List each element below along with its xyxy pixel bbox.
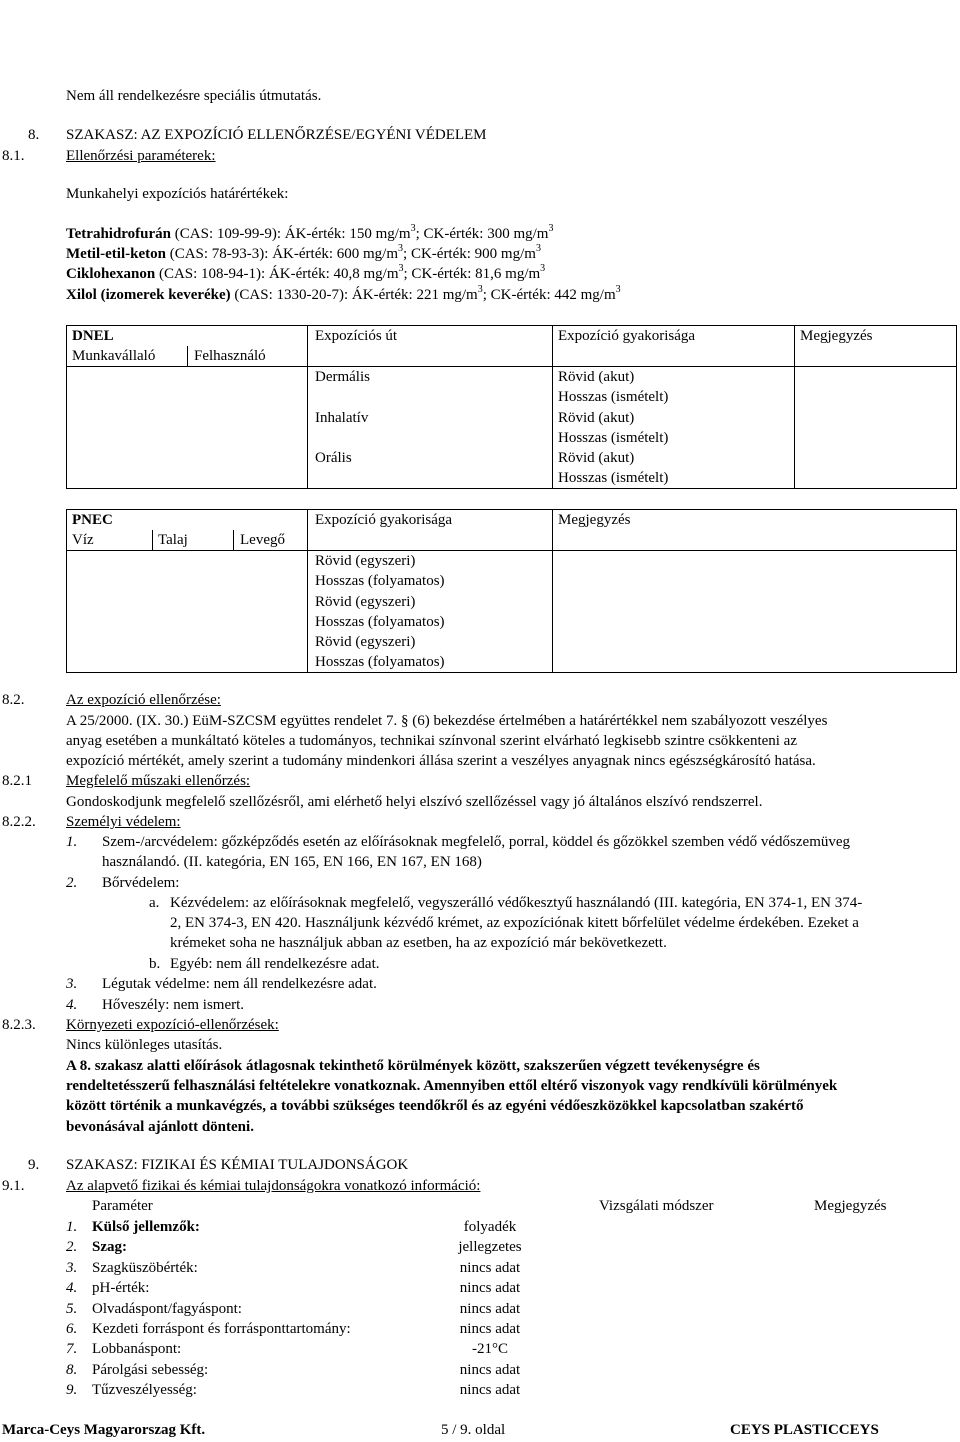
dnel-user-header: Felhasználó	[194, 348, 266, 364]
dnel-note-header: Megjegyzés	[800, 328, 873, 344]
header-url[interactable]: http://www.biztonsagiadatlap.hu	[755, 19, 950, 35]
section91-number: 9.1.	[2, 1178, 25, 1194]
property-value: jellegzetes	[458, 1239, 522, 1256]
section8-note: bevonásával ajánlott dönteni.	[66, 1119, 254, 1135]
footer-page: 5 / 9. oldal	[441, 1422, 506, 1438]
section821-number: 8.2.1	[2, 773, 32, 789]
pnec-freq: Hosszas (folyamatos)	[315, 614, 445, 630]
property-value: nincs adat	[459, 1382, 521, 1399]
pnec-freq: Hosszas (folyamatos)	[315, 573, 445, 589]
dnel-freq: Rövid (akut)	[558, 369, 635, 385]
eye-protection-text: Szem-/arcvédelem: gőzképződés esetén az előírásoknak megfelelő, porral, köddel és gőzökkel szemben védő védőszemüveg	[102, 834, 851, 850]
footer-company: Marca-Ceys Magyarorszag Kft.	[2, 1422, 206, 1438]
section823-title: Környezeti expozíció-ellenőrzések:	[66, 1017, 279, 1033]
section81-title: Ellenőrzési paraméterek:	[66, 148, 216, 164]
pnec-header-line	[66, 550, 956, 551]
property-number: 2.	[66, 1239, 78, 1256]
section82-text: anyag esetében a munkáltató köteles a tudományos, technikai színvonal szerint elvárható legkisebb szintre csökkenteni az	[66, 733, 798, 749]
dnel-route: Orális	[315, 450, 352, 466]
thermal-hazard-text: Hőveszély: nem ismert.	[102, 997, 245, 1013]
section81-number: 8.1.	[2, 148, 25, 164]
property-number: 4.	[66, 1280, 78, 1297]
hand-protection-text: 2, EN 374-3, EN 420. Használjunk kézvédő krémet, az expozíciónak kitett bőrfelület védelme érdekében. Ezeket a	[170, 915, 859, 931]
dnel-freq: Rövid (akut)	[558, 410, 635, 426]
dnel-col-line	[552, 325, 553, 488]
section823-text: Nincs különleges utasítás.	[66, 1037, 223, 1053]
property-value: nincs adat	[459, 1259, 521, 1276]
property-value: nincs adat	[459, 1300, 521, 1317]
property-label: Lobbanáspont:	[92, 1341, 182, 1358]
limit-row: Ciklohexanon (CAS: 108-94-1): ÁK-érték: 40,8 $mg/m^3$; CK-érték: 81,6 $mg/m^3$	[66, 263, 546, 282]
pnec-col-line	[233, 530, 234, 550]
property-label: Olvadáspont/fagyáspont:	[92, 1300, 242, 1317]
property-number: 8.	[66, 1361, 78, 1378]
section822-title: Személyi védelem:	[66, 814, 181, 830]
section91-title: Az alapvető fizikai és kémiai tulajdonságokra vonatkozó információ:	[66, 1178, 481, 1194]
dnel-route: Dermális	[315, 369, 370, 385]
dnel-freq: Rövid (akut)	[558, 450, 635, 466]
property-number: 6.	[66, 1321, 78, 1337]
section821-title: Megfelelő műszaki ellenőrzés:	[66, 773, 251, 789]
dnel-col-line	[187, 346, 188, 366]
dnel-worker-header: Munkavállaló	[72, 348, 156, 364]
header-version: Verziószám: 2	[8, 39, 97, 56]
pnec-header: PNEC	[72, 512, 113, 528]
dnel-col-line	[307, 325, 308, 488]
pnec-freq: Rövid (egyszeri)	[315, 594, 416, 610]
property-value: -21°C	[472, 1341, 508, 1358]
pnec-water-header: Víz	[72, 532, 94, 548]
property-number: 1.	[66, 1219, 78, 1235]
section821-text: Gondoskodjunk megfelelő szellőzésről, ami elérhető helyi elszívó szellőzéssel vagy jó általános elszívó rendszerrel.	[66, 794, 763, 810]
property-number: 3.	[66, 1259, 78, 1276]
property-number: 5.	[66, 1300, 78, 1317]
pnec-air-header: Levegő	[240, 532, 285, 548]
section82-text: A 25/2000. (IX. 30.) EüM-SZCSM együttes rendelet 7. § (6) bekezdése értelmében a határértékkel nem szabályozott veszélyes	[66, 713, 828, 729]
list-number: 1.	[66, 834, 78, 850]
property-value: nincs adat	[459, 1280, 521, 1297]
pnec-freq: Rövid (egyszeri)	[315, 553, 416, 569]
property-label: Tűzveszélyesség:	[92, 1382, 197, 1399]
property-number: 7.	[66, 1341, 78, 1358]
section8-note: A 8. szakasz alatti előírások átlagosnak tekinthető körülmények között, szakszerűen végzett tevékenységre és	[66, 1058, 760, 1074]
property-value: folyadék	[463, 1219, 517, 1235]
pnec-col-line	[152, 530, 153, 550]
list-number: 2.	[66, 875, 78, 891]
pnec-freq: Rövid (egyszeri)	[315, 634, 416, 650]
section82-text: expozíció mértékét, amely szerint a tudomány mindenkori állása szerint a veszélyes anyagnak nincs egészségkárosító hatása.	[66, 753, 816, 769]
pnec-freq: Hosszas (folyamatos)	[315, 654, 445, 670]
header-meta	[8, 2, 265, 58]
section822-number: 8.2.2.	[2, 814, 36, 830]
hand-protection-text: Kézvédelem: az előírásoknak megfelelő, vegyszerálló védőkesztyű használandó (III. kategória, EN 374-1, EN 374-	[170, 895, 863, 911]
method-header: Vizsgálati módszer	[599, 1198, 714, 1214]
section8-number: 8.	[28, 127, 40, 143]
intro-text: Nem áll rendelkezésre speciális útmutatás.	[66, 88, 322, 104]
param-header: Paraméter	[92, 1198, 153, 1214]
note-header: Megjegyzés	[814, 1198, 887, 1214]
pnec-freq-header: Expozíció gyakorisága	[315, 512, 453, 528]
other-protection-text: Egyéb: nem áll rendelkezésre adat.	[170, 956, 380, 972]
pnec-note-header: Megjegyzés	[558, 512, 631, 528]
section9-number: 9.	[28, 1157, 40, 1173]
property-label: Kezdeti forráspont és forrásponttartomány:	[92, 1321, 351, 1337]
pnec-col-line	[307, 509, 308, 672]
list-number: 4.	[66, 997, 78, 1013]
section8-title: SZAKASZ: AZ EXPOZÍCIÓ ELLENŐRZÉSE/EGYÉNI VÉDELEM	[66, 127, 487, 143]
pnec-col-line	[552, 509, 553, 672]
limit-row: Xilol (izomerek keveréke) (CAS: 1330-20-7): ÁK-érték: 221 $mg/m^3$; CK-érték: 442 $mg/m^3$	[66, 284, 621, 303]
page-header	[0, 0, 960, 56]
skin-protection-title: Bőrvédelem:	[102, 875, 180, 891]
property-label: Párolgási sebesség:	[92, 1361, 209, 1378]
dnel-header-line	[66, 366, 956, 367]
dnel-freq: Hosszas (ismételt)	[558, 430, 669, 446]
limit-row: Metil-etil-keton (CAS: 78-93-3): ÁK-érték: 600 $mg/m^3$; CK-érték: 900 $mg/m^3$	[66, 243, 541, 262]
pnec-soil-header: Talaj	[158, 532, 188, 548]
limits-title: Munkahelyi expozíciós határértékek:	[66, 186, 289, 202]
pnec-table	[66, 509, 957, 673]
property-label: Szagküszöbérték:	[92, 1259, 198, 1276]
property-label: Külső jellemzők:	[92, 1219, 200, 1235]
section823-number: 8.2.3.	[2, 1017, 36, 1033]
dnel-freq-header: Expozíció gyakorisága	[558, 328, 696, 344]
section82-title: Az expozíció ellenőrzése:	[66, 692, 221, 708]
list-letter: a.	[149, 895, 160, 911]
dnel-header: DNEL	[72, 328, 114, 344]
property-label: Szag:	[92, 1239, 127, 1256]
hand-protection-text: krémeket soha ne használjuk abban az esetben, ha az expozíció már bekövetkezett.	[170, 935, 667, 951]
section9-title: SZAKASZ: FIZIKAI ÉS KÉMIAI TULAJDONSÁGOK	[66, 1157, 409, 1173]
footer-product: CEYS PLASTICCEYS	[730, 1422, 879, 1438]
header-created: Elkészítés időpontja: 2006. november 22.	[8, 2, 266, 19]
respiratory-protection-text: Légutak védelme: nem áll rendelkezésre adat.	[102, 976, 377, 992]
list-number: 3.	[66, 976, 78, 992]
property-value: nincs adat	[459, 1361, 521, 1378]
header-reviewed: Felülvizsgálat időpontja: 2013. február 5.	[8, 20, 265, 38]
dnel-route: Inhalatív	[315, 410, 369, 426]
section8-note: rendeltetésszerű felhasználási feltételekre vonatkoznak. Amennyiben ettől eltérő viszonyok vagy rendkívüli körülmények	[66, 1078, 838, 1094]
eye-protection-text: használandó. (II. kategória, EN 165, EN 166, EN 167, EN 168)	[102, 854, 482, 870]
property-label: pH-érték:	[92, 1280, 150, 1297]
property-value: nincs adat	[459, 1321, 521, 1337]
limit-row: Tetrahidrofurán (CAS: 109-99-9): ÁK-érték: 150 $mg/m^3$; CK-érték: 300 $mg/m^3$	[66, 223, 554, 242]
property-number: 9.	[66, 1382, 78, 1399]
dnel-freq: Hosszas (ismételt)	[558, 389, 669, 405]
dnel-col-line	[794, 325, 795, 488]
list-letter: b.	[149, 956, 161, 972]
section82-number: 8.2.	[2, 692, 25, 708]
section8-note: között történik a munkavégzés, a további szükséges teendőkről és az egyéni védőeszközökkel kapcsolatban szakértő	[66, 1098, 804, 1114]
dnel-route-header: Expozíciós út	[315, 328, 398, 344]
dnel-freq: Hosszas (ismételt)	[558, 470, 669, 486]
